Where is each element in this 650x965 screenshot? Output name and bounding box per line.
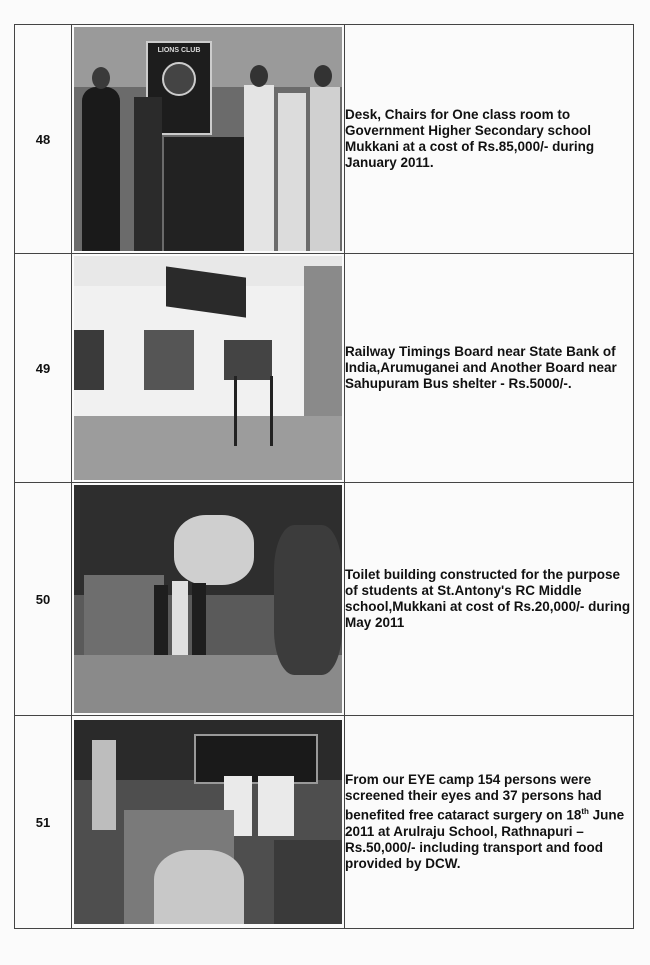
row-description — [345, 716, 634, 929]
activity-table — [14, 24, 634, 929]
row-photo — [74, 27, 342, 251]
description-text-continued: June 2011 at Arulraju School, Rathnapuri – Rs.50,000/- including transport and food provided by DCW. — [345, 807, 625, 871]
description-text: From our EYE camp 154 persons were screened their eyes and 37 persons had benefited free cataract surgery on 18 — [345, 772, 602, 823]
row-description: Toilet building constructed for the purpose of students at St.Antony's RC Middle school,Mukkani at cost of Rs.20,000/- during May 2011 — [345, 483, 634, 716]
row-description: Desk, Chairs for One class room to Government Higher Secondary school Mukkani at a cost of Rs.85,000/- during January 2011. — [345, 25, 634, 254]
row-description: Railway Timings Board near State Bank of India,Arumuganei and Another Board near Sahupuram Bus shelter - Rs.5000/-. — [345, 254, 634, 483]
photo-cell — [72, 716, 345, 929]
table-row — [15, 716, 634, 929]
photo-cell — [72, 25, 345, 254]
row-photo — [74, 720, 342, 924]
row-number: 48 — [15, 25, 72, 254]
row-photo — [74, 256, 342, 480]
photo-cell — [72, 483, 345, 716]
row-number: 50 — [15, 483, 72, 716]
photo-cell — [72, 254, 345, 483]
row-number: 49 — [15, 254, 72, 483]
row-photo — [74, 485, 342, 713]
ordinal-suffix: th — [581, 807, 589, 817]
table-row — [15, 254, 634, 483]
row-number: 51 — [15, 716, 72, 929]
table-row — [15, 483, 634, 716]
banner-text: LIONS CLUB — [157, 47, 201, 54]
table-row — [15, 25, 634, 254]
